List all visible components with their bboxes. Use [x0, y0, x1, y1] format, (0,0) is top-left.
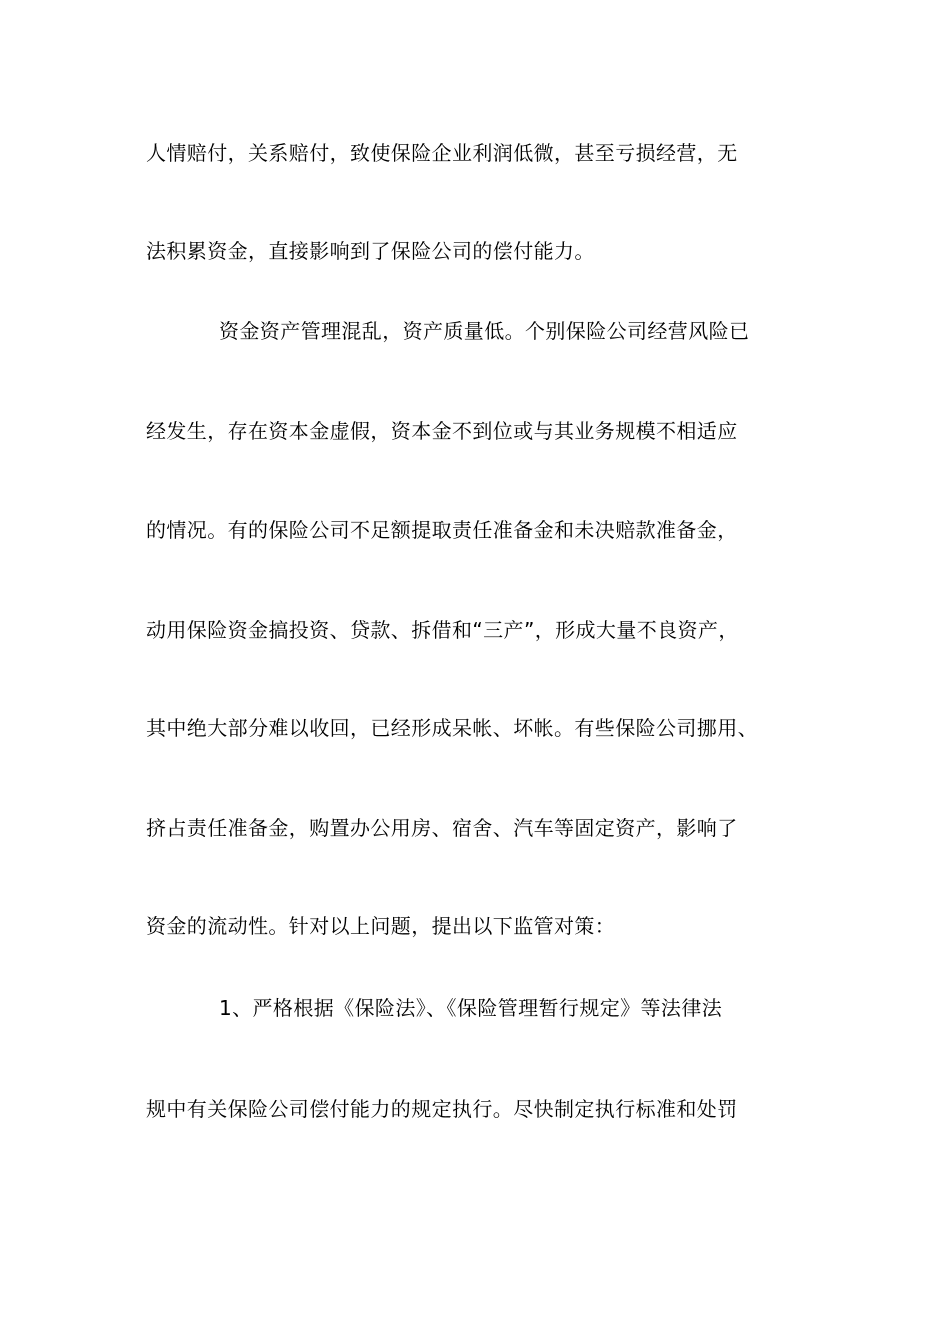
text-line: 人情赔付，关系赔付，致使保险企业利润低微，甚至亏损经营，无: [146, 141, 738, 165]
text-line: 法积累资金，直接影响到了保险公司的偿付能力。: [146, 239, 595, 263]
text-line: 其中绝大部分难以收回，已经形成呆帐、坏帐。有些保险公司挪用、: [146, 716, 758, 740]
text-line: 的情况。有的保险公司不足额提取责任准备金和未决赔款准备金，: [146, 518, 738, 542]
numbered-item-start-line: 1、严格根据《保险法》、《保险管理暂行规定》等法律法: [219, 996, 723, 1020]
text-line: 规中有关保险公司偿付能力的规定执行。尽快制定执行标准和处罚: [146, 1097, 738, 1121]
text-line: 动用保险资金搞投资、贷款、拆借和“三产”，形成大量不良资产，: [146, 618, 739, 642]
text-line: 资金的流动性。针对以上问题，提出以下监管对策：: [146, 914, 616, 938]
text-line: 经发生，存在资本金虚假，资本金不到位或与其业务规模不相适应: [146, 419, 738, 443]
text-line: 挤占责任准备金，购置办公用房、宿舍、汽车等固定资产，影响了: [146, 816, 738, 840]
paragraph-start-line: 资金资产管理混乱，资产质量低。个别保险公司经营风险已: [219, 319, 750, 343]
